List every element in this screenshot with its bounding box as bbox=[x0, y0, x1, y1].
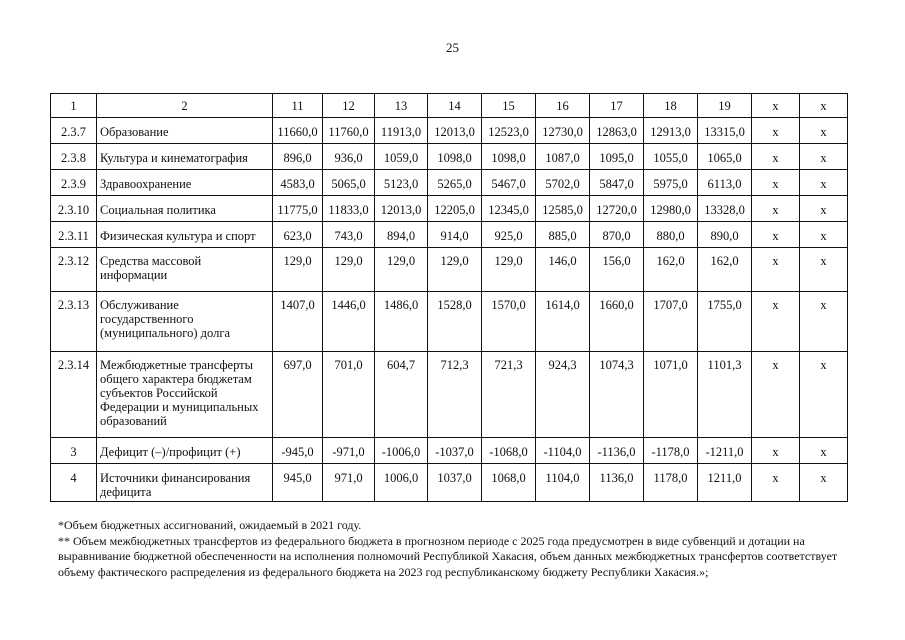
value-cell: 1059,0 bbox=[375, 144, 428, 170]
row-name: Здравоохранение bbox=[97, 170, 273, 196]
header-cell: 13 bbox=[375, 94, 428, 118]
value-cell: 1755,0 bbox=[698, 292, 752, 352]
value-cell: 129,0 bbox=[428, 248, 482, 292]
row-name: Культура и кинематография bbox=[97, 144, 273, 170]
value-cell: 12013,0 bbox=[375, 196, 428, 222]
value-cell: 5847,0 bbox=[590, 170, 644, 196]
value-cell: 162,0 bbox=[644, 248, 698, 292]
value-cell: 12980,0 bbox=[644, 196, 698, 222]
table-row bbox=[51, 352, 848, 438]
value-cell: 11660,0 bbox=[273, 118, 323, 144]
value-cell: x bbox=[752, 170, 800, 196]
value-cell: 12720,0 bbox=[590, 196, 644, 222]
value-cell: x bbox=[752, 438, 800, 464]
value-cell: 13315,0 bbox=[698, 118, 752, 144]
row-code: 3 bbox=[51, 438, 97, 464]
value-cell: 1178,0 bbox=[644, 464, 698, 502]
value-cell: 1087,0 bbox=[536, 144, 590, 170]
value-cell: x bbox=[752, 292, 800, 352]
row-code: 4 bbox=[51, 464, 97, 502]
value-cell: 1098,0 bbox=[482, 144, 536, 170]
row-code: 2.3.8 bbox=[51, 144, 97, 170]
value-cell: 1098,0 bbox=[428, 144, 482, 170]
row-name: Межбюджетные трансферты общего характера бюджетам субъектов Российской Федерации и муниципальных образований bbox=[97, 352, 273, 438]
header-cell: 14 bbox=[428, 94, 482, 118]
value-cell: 1101,3 bbox=[698, 352, 752, 438]
table-row bbox=[51, 196, 848, 222]
value-cell: 914,0 bbox=[428, 222, 482, 248]
value-cell: -1178,0 bbox=[644, 438, 698, 464]
value-cell: 1068,0 bbox=[482, 464, 536, 502]
header-cell: 17 bbox=[590, 94, 644, 118]
value-cell: 1136,0 bbox=[590, 464, 644, 502]
value-cell: 1071,0 bbox=[644, 352, 698, 438]
value-cell: x bbox=[752, 118, 800, 144]
header-cell: x bbox=[800, 94, 848, 118]
value-cell: x bbox=[800, 292, 848, 352]
header-cell: 15 bbox=[482, 94, 536, 118]
table-row bbox=[51, 222, 848, 248]
value-cell: x bbox=[752, 464, 800, 502]
value-cell: x bbox=[800, 196, 848, 222]
value-cell: -1068,0 bbox=[482, 438, 536, 464]
value-cell: x bbox=[800, 222, 848, 248]
value-cell: 623,0 bbox=[273, 222, 323, 248]
value-cell: x bbox=[800, 170, 848, 196]
value-cell: 945,0 bbox=[273, 464, 323, 502]
value-cell: -1211,0 bbox=[698, 438, 752, 464]
value-cell: 11775,0 bbox=[273, 196, 323, 222]
value-cell: 1037,0 bbox=[428, 464, 482, 502]
value-cell: 1407,0 bbox=[273, 292, 323, 352]
value-cell: x bbox=[752, 222, 800, 248]
value-cell: 129,0 bbox=[482, 248, 536, 292]
value-cell: -1136,0 bbox=[590, 438, 644, 464]
value-cell: -971,0 bbox=[323, 438, 375, 464]
value-cell: 743,0 bbox=[323, 222, 375, 248]
table-row bbox=[51, 118, 848, 144]
value-cell: 11760,0 bbox=[323, 118, 375, 144]
value-cell: 701,0 bbox=[323, 352, 375, 438]
value-cell: 12730,0 bbox=[536, 118, 590, 144]
table-row bbox=[51, 248, 848, 292]
table-row bbox=[51, 144, 848, 170]
value-cell: 5123,0 bbox=[375, 170, 428, 196]
value-cell: 12863,0 bbox=[590, 118, 644, 144]
row-code: 2.3.11 bbox=[51, 222, 97, 248]
value-cell: 13328,0 bbox=[698, 196, 752, 222]
value-cell: x bbox=[752, 248, 800, 292]
header-cell: 1 bbox=[51, 94, 97, 118]
header-cell: 19 bbox=[698, 94, 752, 118]
header-cell: 2 bbox=[97, 94, 273, 118]
value-cell: 5975,0 bbox=[644, 170, 698, 196]
value-cell: -1006,0 bbox=[375, 438, 428, 464]
value-cell: 6113,0 bbox=[698, 170, 752, 196]
value-cell: 12205,0 bbox=[428, 196, 482, 222]
value-cell: x bbox=[800, 464, 848, 502]
row-name: Средства массовой информации bbox=[97, 248, 273, 292]
value-cell: 4583,0 bbox=[273, 170, 323, 196]
row-name: Социальная политика bbox=[97, 196, 273, 222]
value-cell: 1446,0 bbox=[323, 292, 375, 352]
value-cell: x bbox=[752, 352, 800, 438]
value-cell: 604,7 bbox=[375, 352, 428, 438]
value-cell: x bbox=[800, 352, 848, 438]
value-cell: 885,0 bbox=[536, 222, 590, 248]
value-cell: 1065,0 bbox=[698, 144, 752, 170]
row-name: Физическая культура и спорт bbox=[97, 222, 273, 248]
row-name: Образование bbox=[97, 118, 273, 144]
value-cell: 1211,0 bbox=[698, 464, 752, 502]
value-cell: 5065,0 bbox=[323, 170, 375, 196]
table-row bbox=[51, 170, 848, 196]
value-cell: 1006,0 bbox=[375, 464, 428, 502]
value-cell: 12913,0 bbox=[644, 118, 698, 144]
page-number: 25 bbox=[446, 40, 459, 55]
row-code: 2.3.12 bbox=[51, 248, 97, 292]
value-cell: 697,0 bbox=[273, 352, 323, 438]
value-cell: 1074,3 bbox=[590, 352, 644, 438]
value-cell: x bbox=[800, 248, 848, 292]
row-name: Обслуживание государственного (муниципального) долга bbox=[97, 292, 273, 352]
value-cell: 1570,0 bbox=[482, 292, 536, 352]
value-cell: 896,0 bbox=[273, 144, 323, 170]
value-cell: 1707,0 bbox=[644, 292, 698, 352]
value-cell: 146,0 bbox=[536, 248, 590, 292]
row-name: Дефицит (–)/профицит (+) bbox=[97, 438, 273, 464]
value-cell: 1055,0 bbox=[644, 144, 698, 170]
value-cell: -945,0 bbox=[273, 438, 323, 464]
table-header-row bbox=[51, 94, 848, 118]
header-cell: 16 bbox=[536, 94, 590, 118]
value-cell: 129,0 bbox=[375, 248, 428, 292]
value-cell: x bbox=[800, 144, 848, 170]
value-cell: 924,3 bbox=[536, 352, 590, 438]
value-cell: 129,0 bbox=[323, 248, 375, 292]
row-code: 2.3.10 bbox=[51, 196, 97, 222]
value-cell: 12013,0 bbox=[428, 118, 482, 144]
value-cell: 1486,0 bbox=[375, 292, 428, 352]
budget-table bbox=[50, 93, 848, 502]
value-cell: 11833,0 bbox=[323, 196, 375, 222]
value-cell: 129,0 bbox=[273, 248, 323, 292]
value-cell: 721,3 bbox=[482, 352, 536, 438]
value-cell: x bbox=[800, 118, 848, 144]
table-row bbox=[51, 292, 848, 352]
value-cell: 156,0 bbox=[590, 248, 644, 292]
value-cell: 5702,0 bbox=[536, 170, 590, 196]
value-cell: 1660,0 bbox=[590, 292, 644, 352]
header-cell: 18 bbox=[644, 94, 698, 118]
value-cell: -1037,0 bbox=[428, 438, 482, 464]
row-code: 2.3.7 bbox=[51, 118, 97, 144]
header-cell: 11 bbox=[273, 94, 323, 118]
value-cell: 712,3 bbox=[428, 352, 482, 438]
value-cell: 925,0 bbox=[482, 222, 536, 248]
row-code: 2.3.13 bbox=[51, 292, 97, 352]
header-cell: x bbox=[752, 94, 800, 118]
value-cell: 936,0 bbox=[323, 144, 375, 170]
footnote-2: ** Объем межбюджетных трансфертов из федерального бюджета в прогнозном периоде с 2025 года предусмотрен в виде субвенций и дотации на выравнивание бюджетной обеспеченности на исполнения полномочий Республикой Хакасия, объем данных межбюджетных трансфертов соответствует объему фактического распределения из федерального бюджета на 2023 год республиканскому бюджету Республики Хакасия.»; bbox=[58, 533, 838, 579]
value-cell: 1528,0 bbox=[428, 292, 482, 352]
value-cell: 870,0 bbox=[590, 222, 644, 248]
row-code: 2.3.9 bbox=[51, 170, 97, 196]
value-cell: 5265,0 bbox=[428, 170, 482, 196]
row-name: Источники финансирования дефицита bbox=[97, 464, 273, 502]
value-cell: 1104,0 bbox=[536, 464, 590, 502]
value-cell: 11913,0 bbox=[375, 118, 428, 144]
value-cell: 890,0 bbox=[698, 222, 752, 248]
value-cell: 1614,0 bbox=[536, 292, 590, 352]
table-row bbox=[51, 464, 848, 502]
value-cell: 12345,0 bbox=[482, 196, 536, 222]
value-cell: x bbox=[752, 144, 800, 170]
value-cell: 5467,0 bbox=[482, 170, 536, 196]
row-code: 2.3.14 bbox=[51, 352, 97, 438]
value-cell: 12585,0 bbox=[536, 196, 590, 222]
value-cell: 971,0 bbox=[323, 464, 375, 502]
value-cell: -1104,0 bbox=[536, 438, 590, 464]
header-cell: 12 bbox=[323, 94, 375, 118]
footnote-1: *Объем бюджетных ассигнований, ожидаемый в 2021 году. bbox=[58, 518, 362, 532]
value-cell: x bbox=[752, 196, 800, 222]
value-cell: 12523,0 bbox=[482, 118, 536, 144]
value-cell: 894,0 bbox=[375, 222, 428, 248]
value-cell: 162,0 bbox=[698, 248, 752, 292]
value-cell: 880,0 bbox=[644, 222, 698, 248]
footnotes bbox=[58, 518, 858, 580]
value-cell: x bbox=[800, 438, 848, 464]
table-row bbox=[51, 438, 848, 464]
value-cell: 1095,0 bbox=[590, 144, 644, 170]
